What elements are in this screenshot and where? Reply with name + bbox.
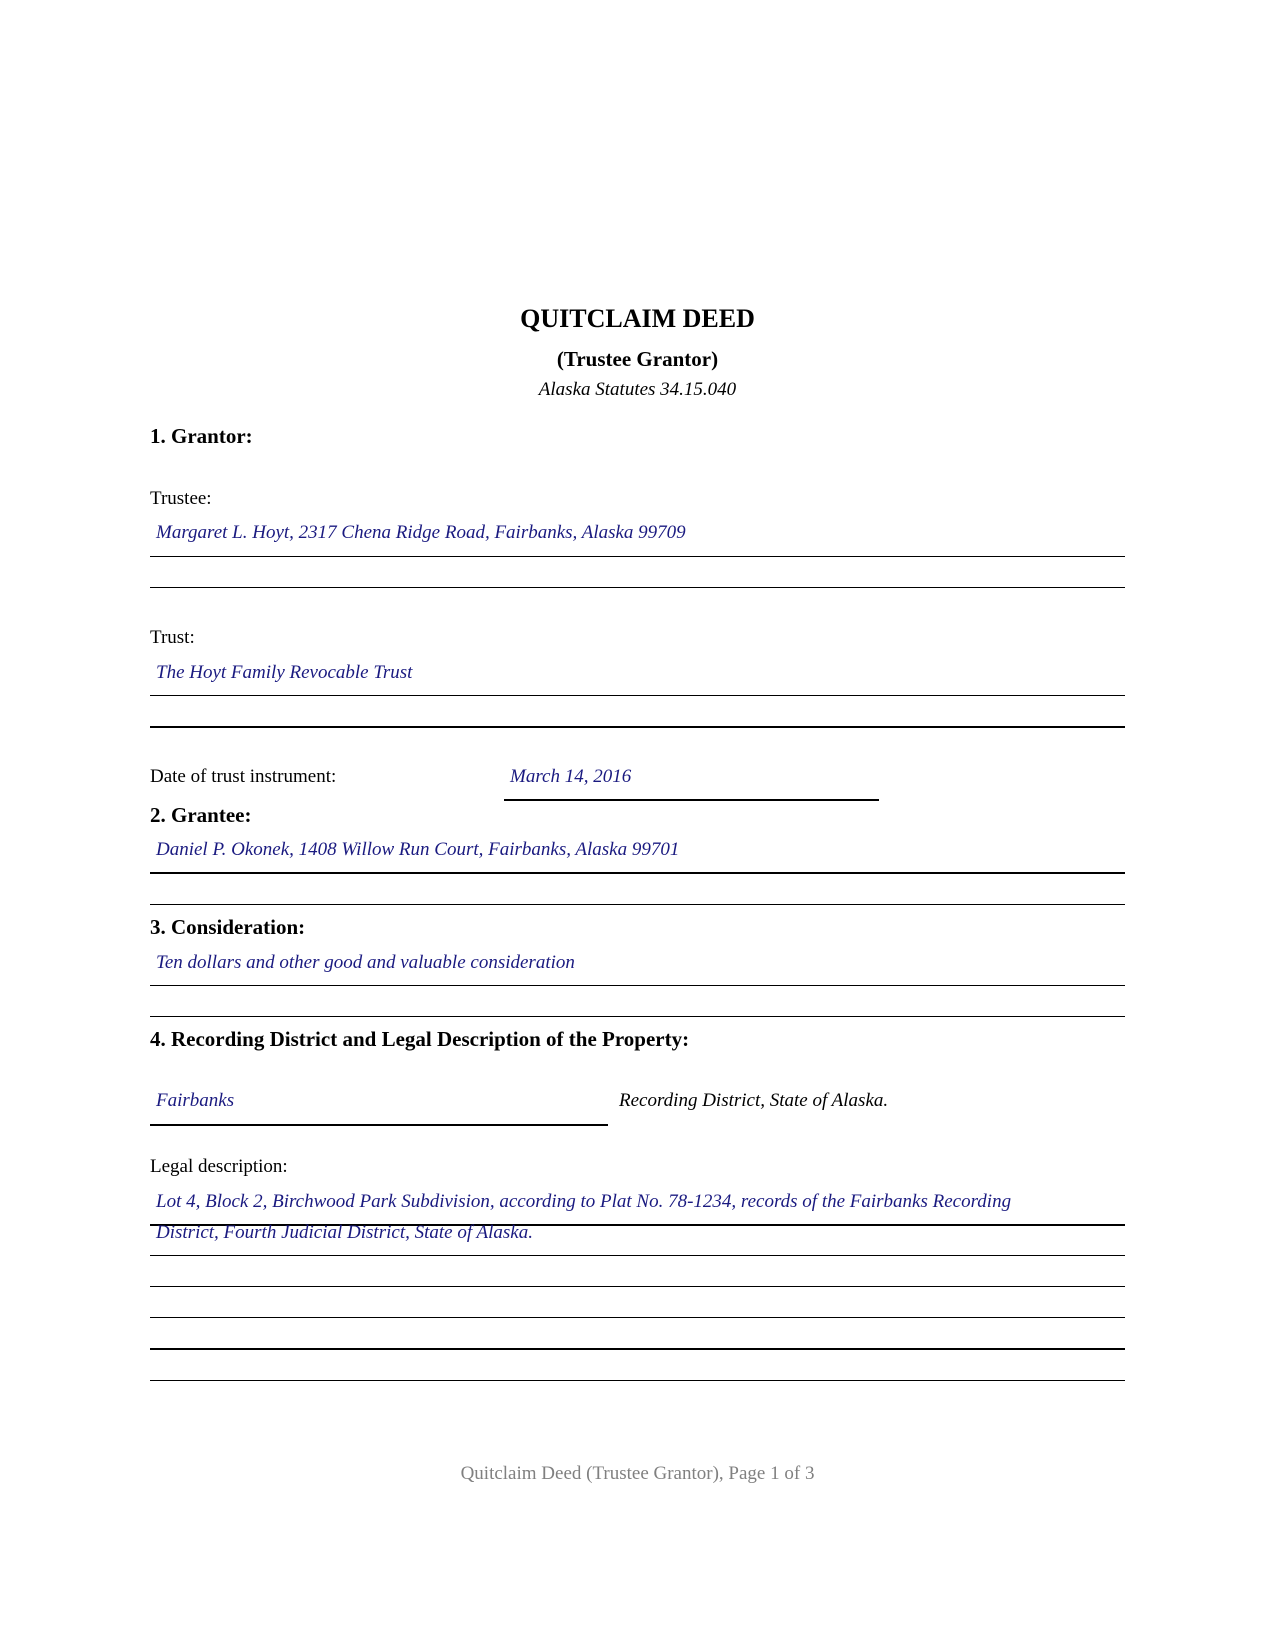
trust-date-line (504, 799, 879, 801)
trust-label: Trust: (150, 627, 195, 648)
page-footer: Quitclaim Deed (Trustee Grantor), Page 1 of 3 (460, 1463, 815, 1484)
legal-line-6 (150, 1380, 1125, 1381)
trustee-field[interactable]: Margaret L. Hoyt, 2317 Chena Ridge Road, Fairbanks, Alaska 99709 (156, 522, 686, 543)
consideration-line-1 (150, 985, 1125, 986)
legal-description-line-1[interactable]: Lot 4, Block 2, Birchwood Park Subdivision, according to Plat No. 78-1234, records of the Fairbanks Recording (156, 1191, 1012, 1212)
legal-line-2 (150, 1255, 1125, 1256)
recording-district-suffix: Recording District, State of Alaska. (619, 1090, 889, 1111)
grantor-heading: 1. Grantor: (150, 424, 253, 448)
document-subtitle: (Trustee Grantor) (556, 347, 719, 371)
trust-line-2 (150, 726, 1125, 728)
trust-date-label: Date of trust instrument: (150, 766, 337, 787)
legal-description-line-2[interactable]: District, Fourth Judicial District, State of Alaska. (156, 1222, 533, 1243)
trustee-line-1 (150, 556, 1125, 557)
legal-description-label: Legal description: (150, 1156, 288, 1177)
legal-line-4 (150, 1317, 1125, 1318)
consideration-field[interactable]: Ten dollars and other good and valuable consideration (156, 952, 575, 973)
trust-date-field[interactable]: March 14, 2016 (510, 766, 632, 787)
property-heading: 4. Recording District and Legal Description of the Property: (150, 1027, 690, 1051)
grantee-field[interactable]: Daniel P. Okonek, 1408 Willow Run Court, Fairbanks, Alaska 99701 (156, 839, 680, 860)
recording-district-field[interactable]: Fairbanks (156, 1090, 235, 1111)
consideration-line-2 (150, 1016, 1125, 1017)
trustee-label: Trustee: (150, 488, 212, 509)
grantee-heading: 2. Grantee: (150, 803, 252, 827)
recording-district-line (150, 1124, 608, 1126)
trust-line-1 (150, 695, 1125, 696)
legal-line-5 (150, 1348, 1125, 1350)
grantee-line-2 (150, 904, 1125, 905)
legal-line-3 (150, 1286, 1125, 1287)
document-title: QUITCLAIM DEED (520, 304, 755, 333)
grantee-line-1 (150, 872, 1125, 874)
consideration-heading: 3. Consideration: (150, 915, 306, 939)
trustee-line-2 (150, 587, 1125, 588)
statute-reference: Alaska Statutes 34.15.040 (538, 379, 737, 400)
trust-field[interactable]: The Hoyt Family Revocable Trust (156, 662, 413, 683)
